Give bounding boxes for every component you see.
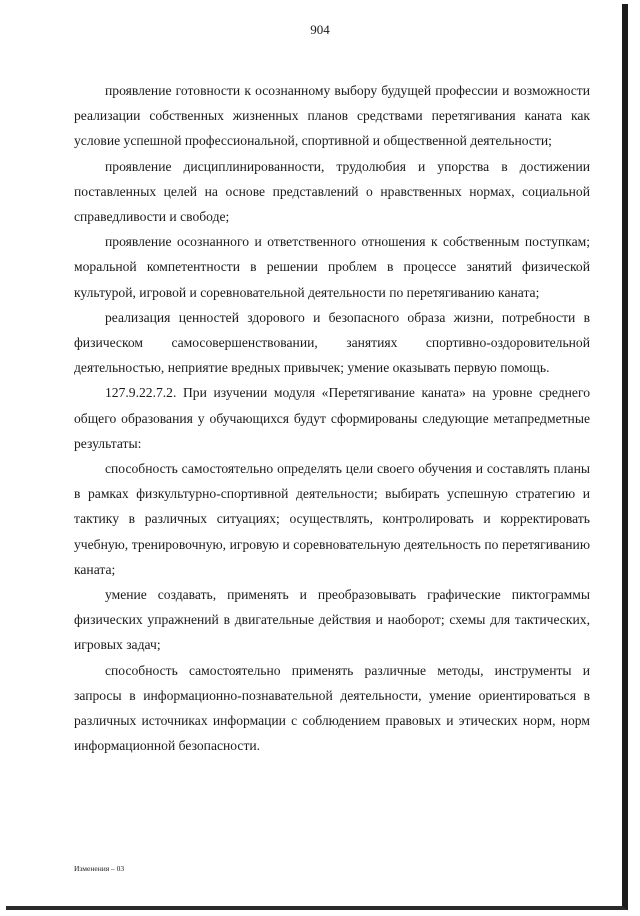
page-number: 904 <box>310 22 330 37</box>
paragraph-goal-setting: способность самостоятельно определять цели своего обучения и составлять планы в рамках физкультурно-спортивной деятельности; выбирать успешную стратегию и тактику в различных ситуациях; осуществлять, контролировать и корректировать учебную, тренировочную, игровую и соревновательную деятельность по перетягиванию каната; <box>74 461 590 577</box>
paragraph-section-heading: 127.9.22.7.2. При изучении модуля «Перетягивание каната» на уровне среднего общего образования у обучающихся будут сформированы следующие метапредметные результаты: <box>74 385 590 451</box>
paragraph-readiness: проявление готовности к осознанному выбору будущей профессии и возможности реализации собственных жизненных планов средствами перетягивания каната как условие успешной профессиональной, спортивной и общественной деятельности; <box>74 83 590 149</box>
paragraph-information-methods: способность самостоятельно применять различные методы, инструменты и запросы в информационно-познавательной деятельности, умение ориентироваться в различных источниках информации с соблюдением правовых и этических норм, норм информационной безопасности. <box>74 662 590 754</box>
document-body <box>74 78 590 758</box>
paragraph-responsibility: проявление осознанного и ответственного отношения к собственным поступкам; моральной компетентности в решении проблем в процессе занятий физической культурой, игровой и соревновательной деятельности по перетягиванию каната; <box>74 234 590 300</box>
footer-revision-note: Изменения – 03 <box>74 864 125 873</box>
paragraph-pictograms: умение создавать, применять и преобразовывать графические пиктограммы физических упражнений в двигательные действия и наоборот; схемы для тактических, игровых задач; <box>74 587 590 653</box>
paragraph-discipline: проявление дисциплинированности, трудолюбия и упорства в достижении поставленных целей на основе представлений о нравственных нормах, социальной справедливости и свободе; <box>74 158 590 225</box>
paragraph-healthy-lifestyle: реализация ценностей здорового и безопасного образа жизни, потребности в физическом самосовершенствовании, занятиях спортивно-оздоровительной деятельностью, неприятие вредных привычек; умение оказывать первую помощь. <box>74 309 590 376</box>
